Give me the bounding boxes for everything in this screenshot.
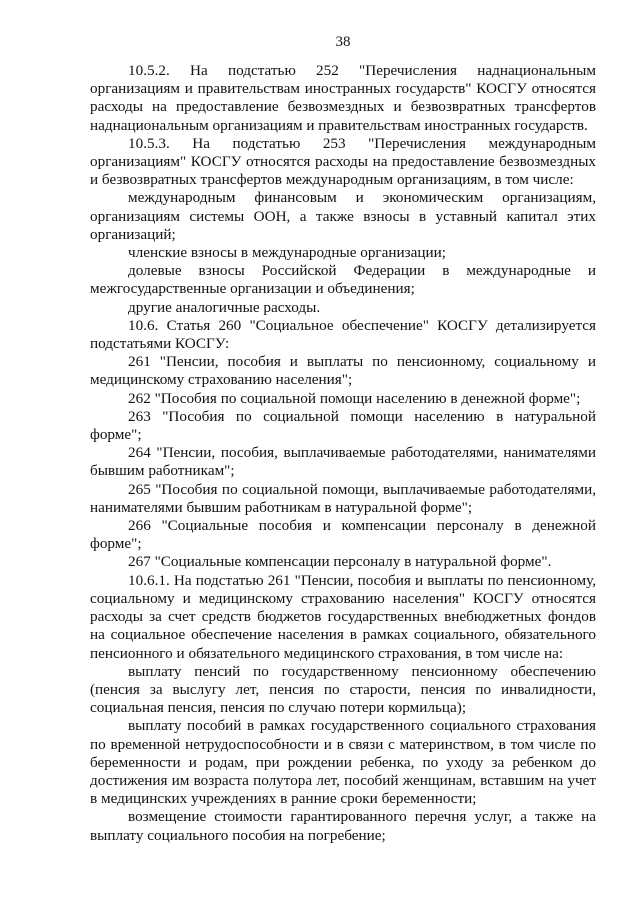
paragraph-10-6: 10.6. Статья 260 "Социальное обеспечение" КОСГУ детализируется подстатьями КОСГУ: — [90, 316, 596, 353]
subarticle-267: 267 "Социальные компенсации персоналу в натуральной форме". — [128, 553, 552, 571]
subarticle-266: 266 "Социальные пособия и компенсации персоналу в денежной форме"; — [90, 517, 596, 553]
document-body — [90, 62, 596, 845]
list-item-membership-fees: членские взносы в международные организации; — [128, 244, 446, 262]
paragraph-10-5-3: 10.5.3. На подстатью 253 "Перечисления международным организациям" КОСГУ относятся расходы на предоставление безвозмездных и безвозвратных трансфертов международным организациям, в том числе: — [90, 134, 596, 189]
paragraph-10-5-2: 10.5.2. На подстатью 252 "Перечисления наднациональным организациям и правительствам иностранных государств" КОСГУ относятся расходы на предоставление безвозмездных и безвозвратных трансфертов наднациональным организациям и правительствам иностранных государств. — [90, 62, 596, 134]
page-number: 38 — [335, 34, 351, 50]
subarticle-264: 264 "Пенсии, пособия, выплачиваемые работодателями, нанимателями бывшим работникам"; — [90, 444, 596, 480]
list-item-financial-orgs: международным финансовым и экономическим организациям, организациям системы ООН, а также взносы в уставный капитал этих организаций; — [90, 189, 596, 243]
subarticle-261: 261 "Пенсии, пособия и выплаты по пенсионному, социальному и медицинскому страхованию населения"; — [90, 353, 596, 389]
paragraph-10-6-1: 10.6.1. На подстатью 261 "Пенсии, пособия и выплаты по пенсионному, социальному и медицинскому страхованию населения" КОСГУ относятся расходы за счет средств бюджетов государственных внебюджетных фондов на социальное обеспечение населения в рамках социального, обязательного пенсионного и обязательного медицинского страхования, в том числе на: — [90, 571, 596, 662]
list-item-share-contributions: долевые взносы Российской Федерации в международные и межгосударственные организации и объединения; — [90, 262, 596, 298]
subarticle-262: 262 "Пособия по социальной помощи населению в денежной форме"; — [128, 389, 581, 407]
list-item-pensions: выплату пенсий по государственному пенсионному обеспечению (пенсия за выслугу лет, пенсия по старости, пенсия по инвалидности, социальная пенсия, пенсия по случаю потери кормильца); — [90, 662, 596, 717]
list-item-benefits: выплату пособий в рамках государственного социального страхования по временной нетрудоспособности и в связи с материнством, в том числе по беременности и родам, при рождении ребенка, по уходу за ребенком до достижения им возраста полутора лет, пособий женщинам, вставшим на учет в медицинских учреждениях в ранние сроки беременности; — [90, 717, 596, 808]
subarticle-265: 265 "Пособия по социальной помощи, выплачиваемые работодателями, нанимателями бывшим работникам в натуральной форме"; — [90, 480, 596, 516]
list-item-other-expenses: другие аналогичные расходы. — [128, 298, 321, 316]
list-item-funeral: возмещение стоимости гарантированного перечня услуг, а также на выплату социального пособия на погребение; — [90, 808, 596, 844]
subarticle-263: 263 "Пособия по социальной помощи населению в натуральной форме"; — [90, 407, 596, 444]
